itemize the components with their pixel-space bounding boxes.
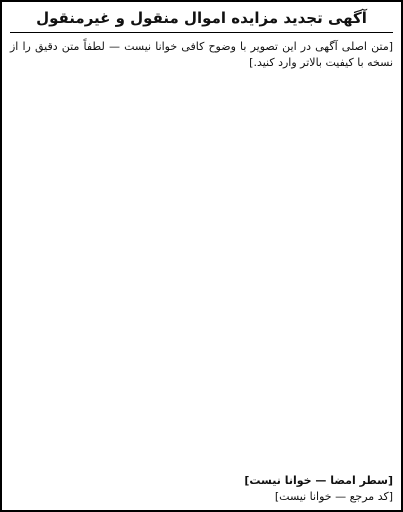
notice-body: [متن اصلی آگهی در این تصویر با وضوح کافی خوانا نیست — لطفاً متن دقیق را از نسخه با کیفیت بالاتر وارد کنید.] xyxy=(6,40,393,69)
notice-signature: [سطر امضا — خوانا نیست] xyxy=(244,474,393,487)
notice-title: آگهی تجدید مزایده اموال منقول و غیرمنقول xyxy=(10,8,393,33)
notice-footer xyxy=(10,474,393,504)
notice-reference-code: [کد مرجع — خوانا نیست] xyxy=(274,490,393,503)
